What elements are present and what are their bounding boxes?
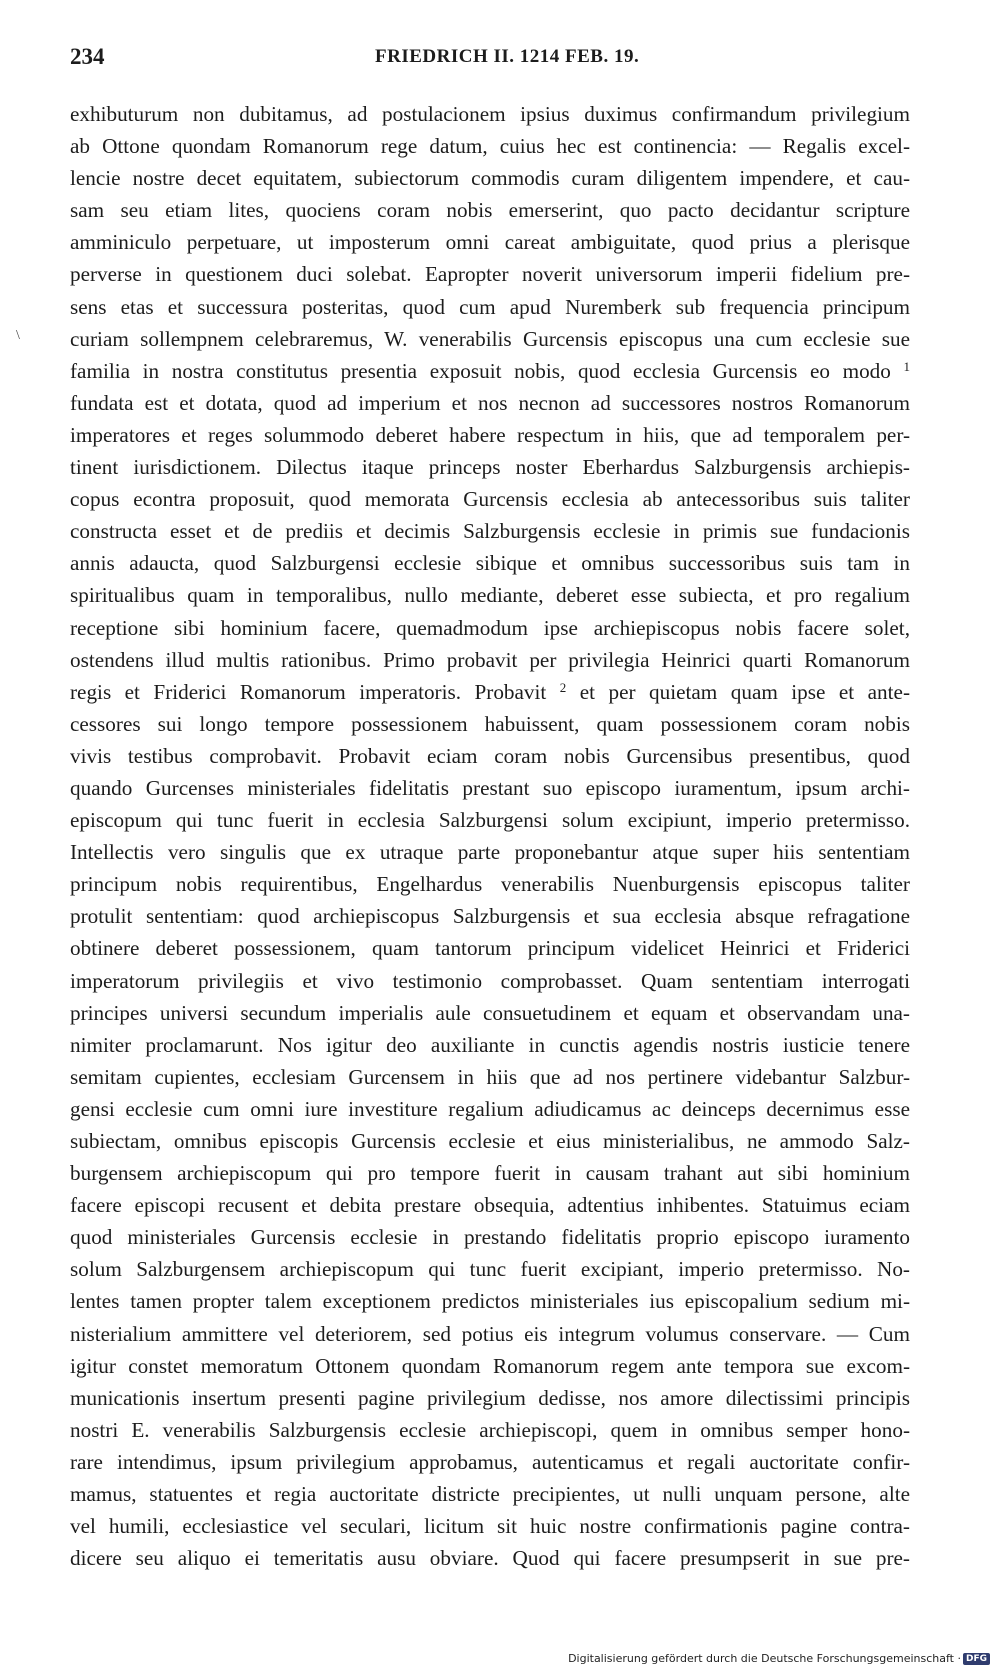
text-line: nostri E. venerabilis Salzburgensis ecclesie archiepiscopi, quem in omnibus semper hono- (70, 1417, 910, 1442)
text-line: vel humili, ecclesiastice vel seculari, licitum sit huic nostre confirmationis pagine contra- (70, 1514, 910, 1539)
text-line: solum Salzburgensem archiepiscopum qui tunc fuerit excipiant, imperio pretermisso. No- (70, 1257, 910, 1282)
text-line: nimiter proclamarunt. Nos igitur deo auxiliante in cunctis agendis nostris iusticie tenere (70, 1032, 910, 1057)
text-line: nisterialium ammittere vel deteriorem, sed potius eis integrum volumus conservare. — Cum (70, 1321, 910, 1346)
text-line: burgensem archiepiscopum qui pro tempore fuerit in causam trahant aut sibi hominium (70, 1161, 910, 1186)
text-line: sens etas et successura posteritas, quod cum apud Nuremberk sub frequencia principum (70, 294, 910, 319)
text-line: constructa esset et de prediis et decimis Salzburgensis ecclesie in primis sue fundacionis (70, 519, 910, 544)
footnote-marker: 2 (559, 679, 567, 695)
body-text (70, 98, 910, 1574)
text-line: obtinere deberet possessionem, quam tantorum principum videlicet Heinrici et Friderici (70, 936, 910, 961)
text-line: regis et Friderici Romanorum imperatoris. Probavit $^2$ et per quietam quam ipse et ante- (70, 679, 910, 704)
text-line: ab Ottone quondam Romanorum rege datum, cuius hec est continencia: — Regalis excel- (70, 134, 910, 159)
margin-mark: \ (16, 328, 20, 343)
text-line: spiritualibus quam in temporalibus, nullo mediante, deberet esse subiecta, et pro regalium (70, 583, 910, 608)
text-line: Intellectis vero singulis que ex utraque parte proponebantur atque super hiis sententiam (70, 840, 910, 865)
text-line: copus econtra proposuit, quod memorata Gurcensis ecclesia ab antecessoribus suis taliter (70, 487, 910, 512)
text-line: dicere seu aliquo ei temeritatis ausu obviare. Quod qui facere presumpserit in sue pre- (70, 1546, 910, 1571)
page-header (70, 44, 910, 78)
text-line: principes universi secundum imperialis aule consuetudinem et equam et observandam una- (70, 1000, 910, 1025)
text-line: exhibuturum non dubitamus, ad postulacionem ipsius duximus confirmandum privilegium (70, 102, 910, 126)
text-line: cessores sui longo tempore possessionem habuissent, quam possessionem coram nobis (70, 711, 910, 736)
text-line: protulit sententiam: quod archiepiscopus Salzburgensis et sua ecclesia absque refragatione (70, 904, 910, 929)
text-line: imperatorum privilegiis et vivo testimonio comprobasset. Quam sententiam interrogati (70, 968, 910, 993)
text-line: semitam cupientes, ecclesiam Gurcensem in hiis que ad nos pertinere videbantur Salzbur- (70, 1064, 910, 1089)
text-line: imperatores et reges solummodo deberet habere respectum in hiis, que ad temporalem per- (70, 422, 910, 447)
text-line: annis adaucta, quod Salzburgensi ecclesie sibique et omnibus successoribus suis tam in (70, 551, 910, 576)
text-line: lentes tamen propter talem exceptionem predictos ministeriales ius episcopalium sedium mi- (70, 1289, 910, 1314)
text-line: igitur constet memoratum Ottonem quondam Romanorum regem ante tempora sue excom- (70, 1353, 910, 1378)
text-line: amminiculo perpetuare, ut imposterum omni careat ambiguitate, quod prius a plerisque (70, 230, 910, 255)
text-line: facere episcopi recusent et debita prestare obsequia, adtentius inhibentes. Statuimus eciam (70, 1193, 910, 1218)
text-line: mamus, statuentes et regia auctoritate districte precipientes, ut nulli unquam persone, alte (70, 1482, 910, 1507)
text-line: ostendens illud multis rationibus. Primo probavit per privilegia Heinrici quarti Romanorum (70, 647, 910, 672)
text-line: quod ministeriales Gurcensis ecclesie in prestando fidelitatis proprio episcopo iuramento (70, 1225, 910, 1250)
text-line: curiam sollempnem celebraremus, W. venerabilis Gurcensis episcopus una cum ecclesie sue (70, 326, 910, 351)
footnote-marker: 1 (903, 358, 910, 374)
text-line: familia in nostra constitutus presentia exposuit nobis, quod ecclesia Gurcensis eo modo $^1$ (70, 358, 910, 383)
text-line: episcopum qui tunc fuerit in ecclesia Salzburgensi solum excipiunt, imperio pretermisso. (70, 808, 910, 833)
text-line: receptione sibi hominium facere, quemadmodum ipse archiepiscopus nobis facere solet, (70, 615, 910, 640)
text-line: tinent iurisdictionem. Dilectus itaque princeps noster Eberhardus Salzburgensis archiepis- (70, 455, 910, 480)
running-head: FRIEDRICH II. 1214 FEB. 19. (375, 46, 640, 67)
text-line: quando Gurcenses ministeriales fidelitatis prestant suo episcopo iuramentum, ipsum archi- (70, 775, 910, 800)
text-line: gensi ecclesie cum omni iure investiture regalium adiudicamus ac deinceps decernimus esse (70, 1096, 910, 1121)
text-line: vivis testibus comprobavit. Probavit eciam coram nobis Gurcensibus presentibus, quod (70, 743, 910, 768)
text-line: fundata est et dotata, quod ad imperium et nos necnon ad successores nostros Romanorum (70, 390, 910, 415)
dfg-logo-icon: DFG (963, 1653, 990, 1665)
text-line: municationis insertum presenti pagine privilegium dedisse, nos amore dilectissimi principis (70, 1385, 910, 1410)
footer-credit-text: Digitalisierung gefördert durch die Deutsche Forschungsgemeinschaft · (568, 1652, 961, 1665)
page-number: 234 (70, 44, 105, 69)
text-line: rare intendimus, ipsum privilegium approbamus, autenticamus et regali auctoritate confir- (70, 1449, 910, 1474)
text-line: principum nobis requirentibus, Engelhardus venerabilis Nuenburgensis episcopus taliter (70, 872, 910, 897)
text-line: sam seu etiam lites, quociens coram nobis emerserint, quo pacto decidantur scripture (70, 198, 910, 223)
text-line: lencie nostre decet equitatem, subiectorum commodis curam diligentem impendere, et cau- (70, 166, 910, 191)
text-line: subiectam, omnibus episcopis Gurcensis ecclesie et eius ministerialibus, ne ammodo Salz- (70, 1129, 910, 1153)
text-line: perverse in questionem duci solebat. Eapropter noverit universorum imperii fidelium pre- (70, 262, 910, 287)
footer-credit (568, 1652, 990, 1665)
